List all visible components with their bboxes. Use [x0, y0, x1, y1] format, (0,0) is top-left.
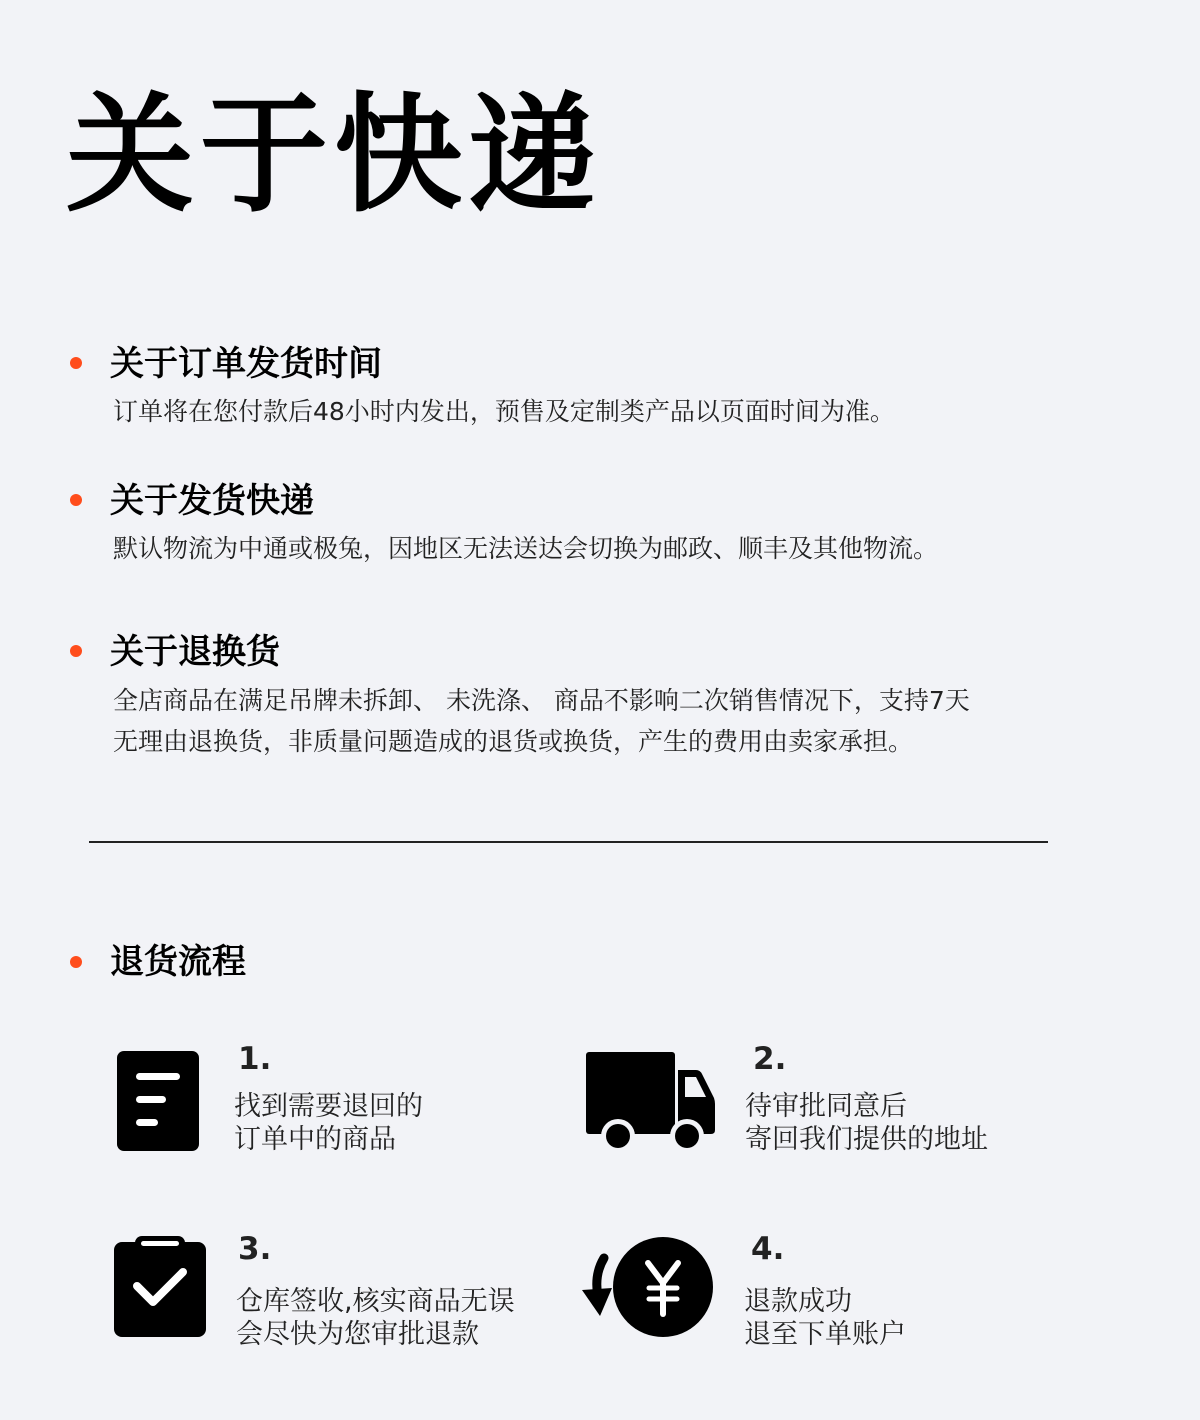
divider	[89, 841, 1048, 843]
step-description	[234, 1090, 423, 1156]
step-description	[744, 1285, 906, 1351]
step-description	[236, 1285, 515, 1351]
yuan-refund-icon	[578, 1236, 714, 1338]
section-body-line: 无理由退换货，非质量问题造成的退货或换货，产生的费用由卖家承担。	[113, 727, 914, 756]
section-body-line: 订单将在您付款后48小时内发出，预售及定制类产品以页面时间为准。	[113, 397, 895, 426]
bullet-icon	[70, 357, 82, 369]
document-list-icon	[116, 1050, 200, 1152]
step-line: 待审批同意后	[745, 1091, 907, 1122]
step-line: 退款成功	[744, 1286, 852, 1317]
step-number: 1.	[238, 1041, 272, 1077]
page-title: 关于快递	[66, 81, 603, 230]
section-body-line: 全店商品在满足吊牌未拆卸、 未洗涤、 商品不影响二次销售情况下，支持7天	[113, 686, 970, 715]
section-title: 关于发货快递	[110, 481, 314, 521]
step-line: 仓库签收,核实商品无误	[236, 1286, 515, 1317]
section-title: 关于退换货	[110, 632, 280, 672]
section-body	[113, 528, 1053, 569]
section-title: 退货流程	[110, 942, 246, 982]
step-line: 会尽快为您审批退款	[236, 1319, 479, 1350]
step-number: 3.	[238, 1231, 272, 1267]
step-number: 2.	[753, 1041, 787, 1077]
step-description	[745, 1090, 988, 1156]
step-line: 退至下单账户	[744, 1319, 906, 1350]
delivery-truck-icon	[586, 1050, 716, 1154]
section-body-line: 默认物流为中通或极兔，因地区无法送达会切换为邮政、顺丰及其他物流。	[113, 534, 939, 563]
step-line: 找到需要退回的	[234, 1091, 423, 1122]
bullet-icon	[70, 645, 82, 657]
step-number: 4.	[751, 1231, 785, 1267]
clipboard-check-icon	[113, 1236, 207, 1338]
step-line: 订单中的商品	[234, 1124, 396, 1155]
section-title: 关于订单发货时间	[110, 344, 382, 384]
bullet-icon	[70, 956, 82, 968]
section-body	[113, 391, 1053, 432]
step-line: 寄回我们提供的地址	[745, 1124, 988, 1155]
bullet-icon	[70, 494, 82, 506]
section-body	[113, 680, 1053, 762]
